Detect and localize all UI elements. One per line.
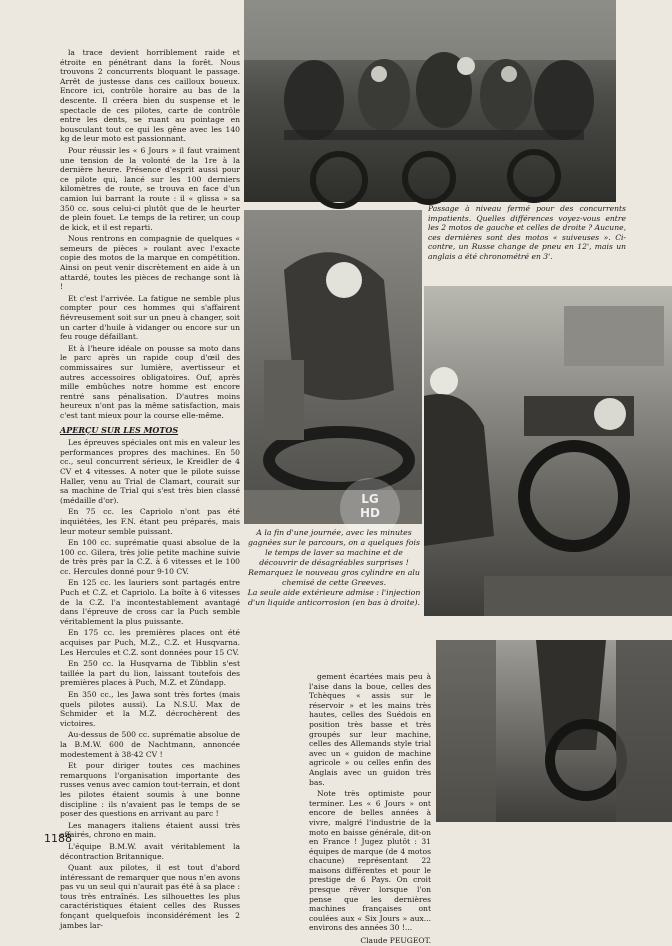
paragraph: la trace devient horriblement raide et étroite en pénétrant dans la forêt. Nous trouvons 2 concurrents bloquant le passage. Arrêt de justesse dans ces cailloux boueux. Encore ici, contrôle horaire au bas de la descente. Il créera bien du suspense et le spectacle de ces pilotes, carte de contrôle entre les dents, se ruant au pointage en bousculant tout ce qui les gêne avec les 140 kg de leur moto est passionnant. <box>60 48 240 144</box>
article-column-bottom <box>309 672 431 946</box>
paragraph: L'équipe B.M.W. avait véritablement la décontraction Britannique. <box>60 841 240 861</box>
caption-level-crossing: Passage à niveau fermé pour des concurrents impatients. Quelles différences voyez-vous entre les 2 motos de gauche et celles de droite ? Aucune, ces dernières sont des motos « suiveuses ». Ci-contre, un Russe change de pneu en 12', mais un anglais a été chronométré en 3'. <box>428 204 626 261</box>
photo-rider-washing-image <box>424 286 672 616</box>
paragraph: gement écartées mais peu à l'aise dans la boue, celles des Tchèques « assis sur le réservoir » et les mains très hautes, celles des Suédois en position très basse et très groupés sur leur machine, celles des Allemands style trial avec un « guidon de machine agricole » ou celles enfin des Anglais avec un guidon très bas. <box>309 672 431 787</box>
photo-anticorrosion-injection <box>436 640 672 822</box>
paragraph: Note très optimiste pour terminer. Les « 6 Jours » ont encore de belles années à vivre, malgré l'industrie de la moto en baisse générale, dit-on en France ! Jugez plutôt : 31 équipes de marque (de 4 motos chacune) représentant 22 maisons différentes et pour le prestige de 6 Pays. On croit presque rêver lorsque l'on pense que les dernières machines françaises ont coulées aux « Six Jours » aux... environs des années 30 !... <box>309 789 431 933</box>
photo-riders-waiting <box>244 0 616 202</box>
article-column-left <box>60 48 240 930</box>
caption-end-of-day: A la fin d'une journée, avec les minutes gagnées sur le parcours, on a quelques fois le temps de laver sa machine et de découvrir de désagréables surprises ! Remarquez le nouveau gros cylindre en alu chemisé de cette Greeves. La seule aide extérieure admise : l'injection d'un liquide anticorrosion (en bas à droite). <box>247 528 421 607</box>
page-number: 1188 <box>44 832 72 845</box>
paragraph: En 175 cc. les premières places ont été acquises par Puch, M.Z., C.Z. et Husqvarna. Les Hercules et C.Z. sont données pour 15 CV. <box>60 628 240 657</box>
paragraph: Et pour diriger toutes ces machines remarquons l'organisation importante des russes venus avec camion tout-terrain, et dont les pilotes étaient soumis à une bonne discipline : ils n'avaient pas le temps de se poser des questions en arrivant au parc ! <box>60 761 240 819</box>
paragraph: En 75 cc. les Capriolo n'ont pas été inquiétées, les F.N. étant peu préparés, mais leur moteur semble puissant. <box>60 507 240 536</box>
paragraph: En 100 cc. suprématie quasi absolue de la 100 cc. Gilera, très jolie petite machine suivie de très près par la C.Z. à 6 vitesses et le 100 cc. Hercules donné pour 9-10 CV. <box>60 538 240 576</box>
photo-anticorrosion-injection-image <box>436 640 672 822</box>
photo-rider-washing <box>424 286 672 616</box>
paragraph: Quant aux pilotes, il est tout d'abord intéressant de remarquer que nous n'en avons pas vu un seul qui n'aurait pas été à sa place : tous très entraînés. Les silhouettes les plus caractéristiques étaient celles des Russes fonçant quelquefois inconsidérément les 2 jambes lar- <box>60 863 240 930</box>
paragraph: Et à l'heure idéale on pousse sa moto dans le parc après un rapide coup d'œil des commissaires sur lumière, avertisseur et autres accessoires obligatoires. Ouf, après mille embûches notre homme est encore rentré sans pénalisation. D'autres moins heureux n'ont pas la même satisfaction, mais c'est tant mieux pour la course elle-même. <box>60 343 240 420</box>
photo-tyre-change-image <box>244 210 422 524</box>
paragraph: Au-dessus de 500 cc. suprématie absolue de la B.M.W. 600 de Nachtmann, annoncée modestement à 38-42 CV ! <box>60 730 240 759</box>
photo-riders-waiting-image <box>244 0 616 202</box>
author-signature: Claude PEUGEOT. <box>360 936 431 946</box>
paragraph: Les managers italiens étaient aussi très affairés, chrono en main. <box>60 820 240 840</box>
watermark-logo: LG HD <box>340 478 400 538</box>
paragraph: Pour réussir les « 6 Jours » il faut vraiment une tension de la volonté de la 1re à la dernière heure. Présence d'esprit aussi pour ce pilote qui, lancé sur les 100 derniers kilomètres de route, se trouva en face d'un camion lui barrant la route : il « glissa » sa 350 cc. sous celui-ci plutôt que de le heurter de plein fouet. Le temps de la retirer, un coup de kick, et il est reparti. <box>60 145 240 232</box>
paragraph: Et c'est l'arrivée. La fatigue ne semble plus compter pour ces hommes qui s'affairent fiévreusement soit sur un pneu à changer, soit un carter d'huile à vidanger ou encore sur un feu rouge défaillant. <box>60 293 240 342</box>
paragraph: En 125 cc. les lauriers sont partagés entre Puch et C.Z. et Capriolo. La boîte à 6 vitesses de la C.Z. l'a incontestablement avantagé dans l'épreuve de cross car la Puch semble véritablement la plus puissante. <box>60 578 240 626</box>
section-title: APERÇU SUR LES MOTOS <box>60 424 179 435</box>
photo-tyre-change <box>244 210 422 524</box>
paragraph: En 350 cc., les Jawa sont très fortes (mais quels pilotes aussi). La N.S.U. Max de Schmider et la M.Z. décrochèrent des victoires. <box>60 690 240 728</box>
paragraph: En 250 cc. la Husqvarna de Tibblin s'est taillée la part du lion, laissant toutefois des premières places à Puch, M.Z. et Zündapp. <box>60 659 240 688</box>
paragraph: Les épreuves spéciales ont mis en valeur les performances propres des machines. En 50 cc., seul concurrent sérieux, le Kreidler de 4 CV et 4 vitesses. A noter que le pilote suisse Haller, venu au Trial de Clamart, courait sur sa machine de Trial qui s'est très bien classé (médaille d'or). <box>60 438 240 505</box>
paragraph: Nous rentrons en compagnie de quelques « semeurs de pièces » roulant avec l'exacte copie des motos de la marque en compétition. Ainsi on peut venir discrètement en aide à un attardé, toutes les pièces de rechange sont là ! <box>60 234 240 292</box>
